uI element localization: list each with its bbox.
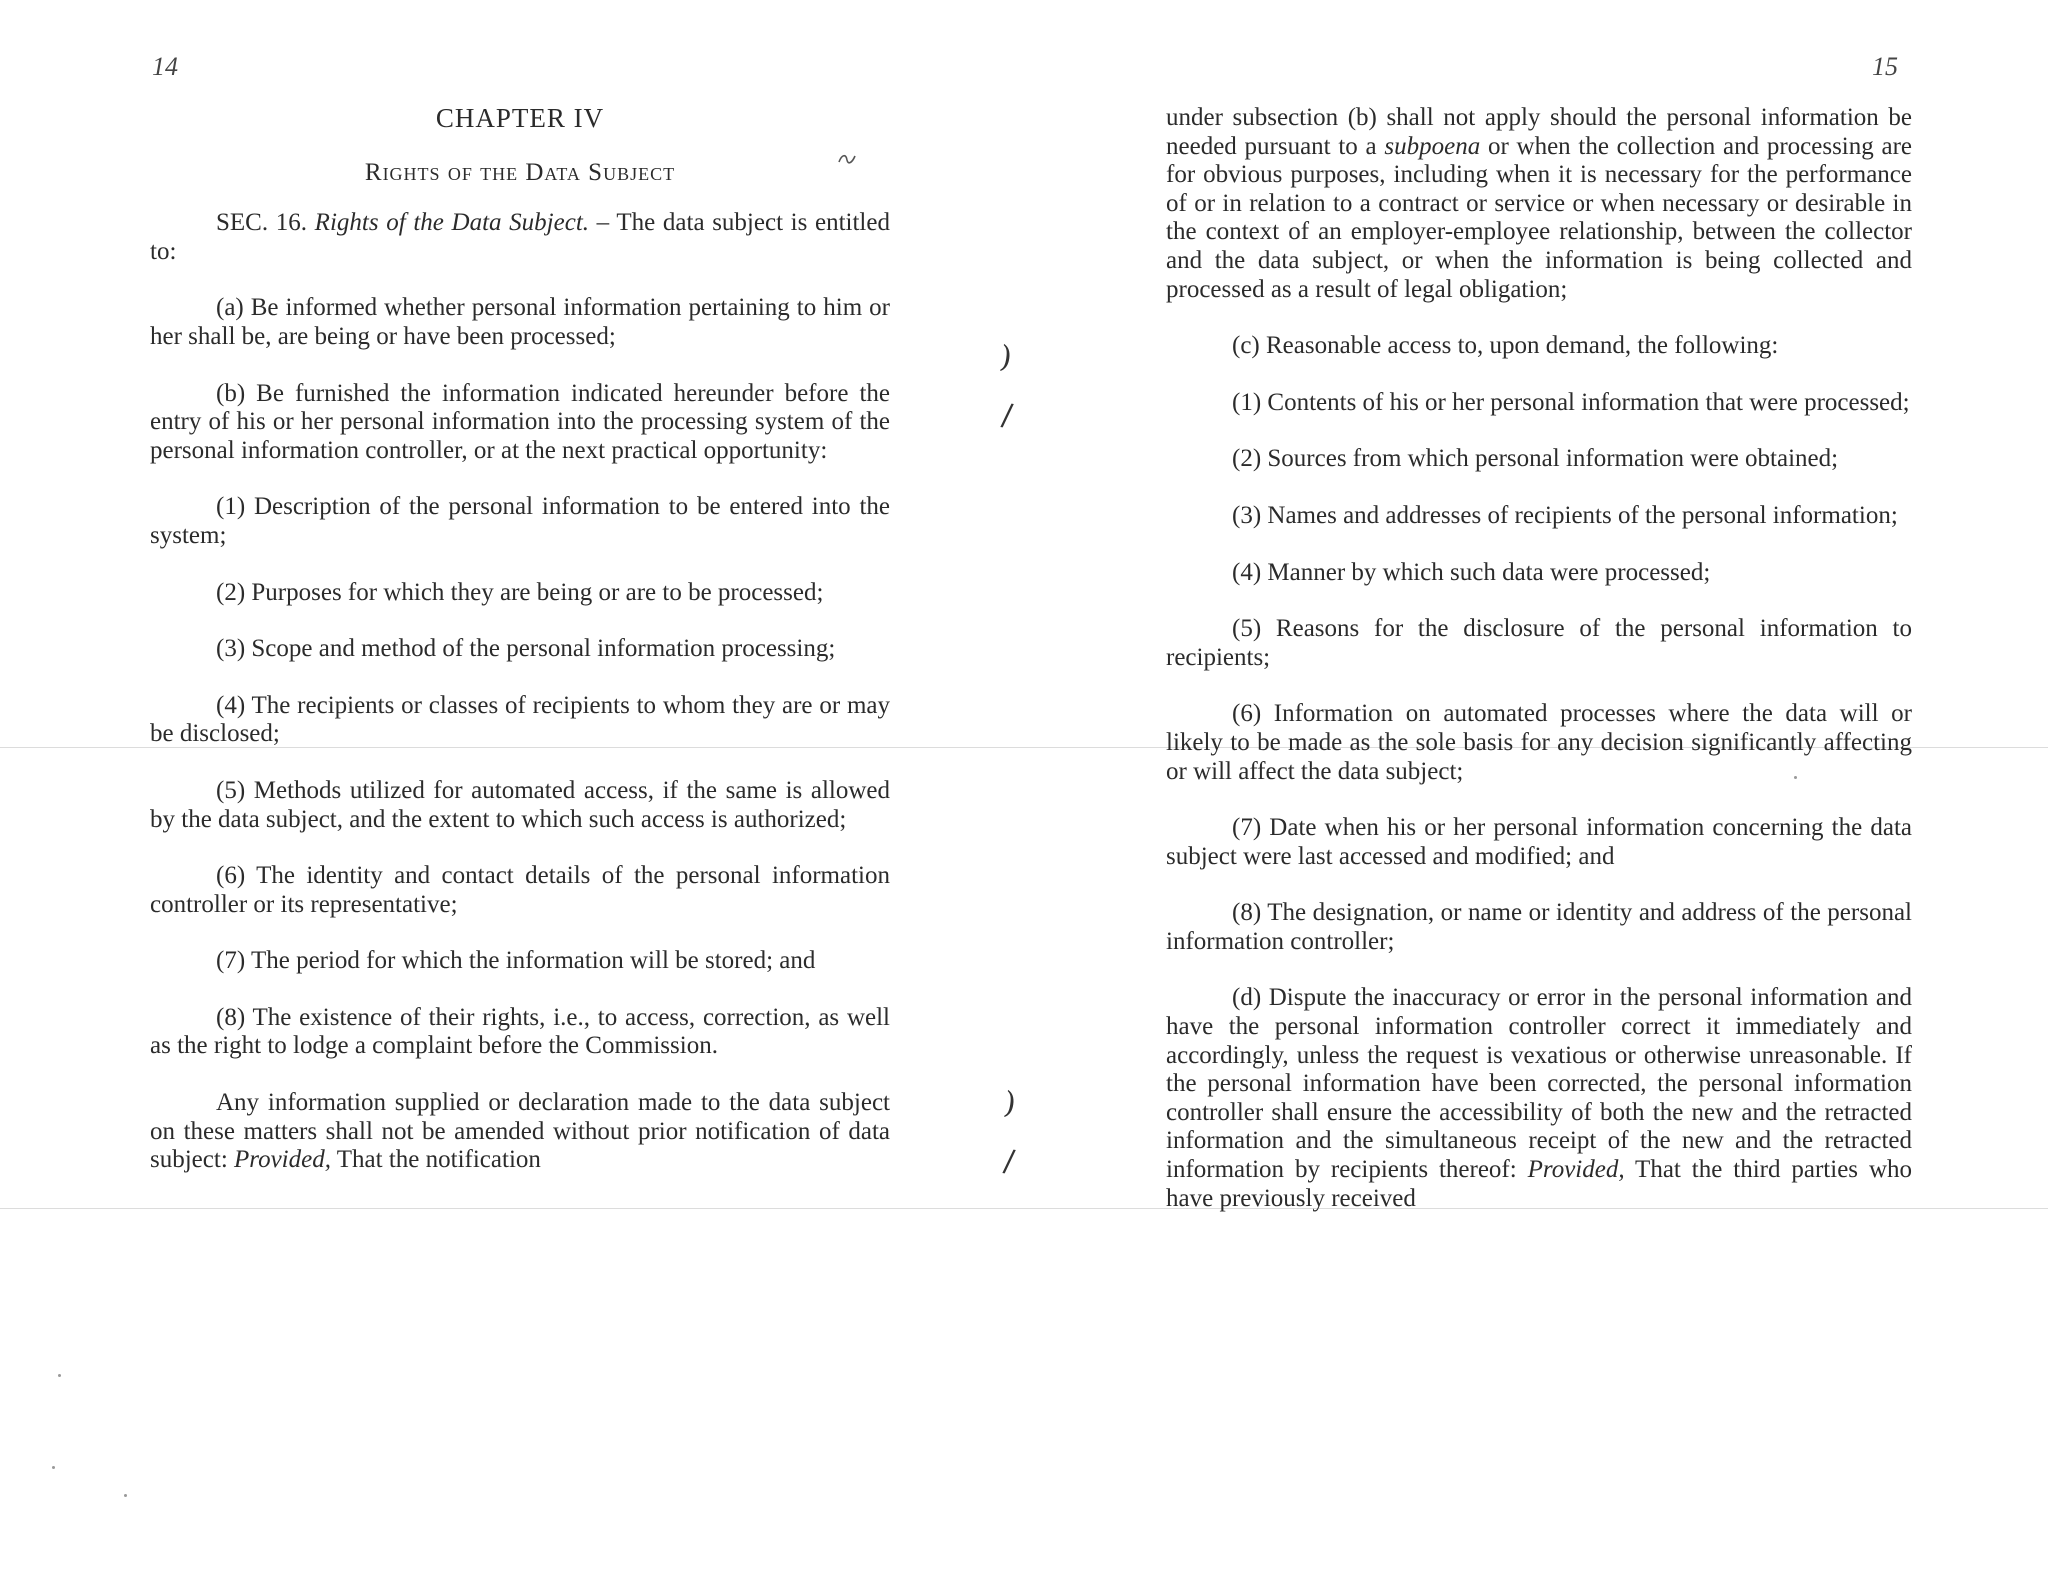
paragraph-c5: (5) Reasons for the disclosure of the personal information to recipients; — [1166, 615, 1912, 671]
paragraph-b: (b) Be furnished the information indicated hereunder before the entry of his or her personal information into the processing system of the personal information controller, or at the next practical opportunity: — [150, 379, 890, 464]
margin-scribble — [838, 152, 856, 166]
page-number: 15 — [1872, 52, 1898, 81]
paragraph-b7: (7) The period for which the information will be stored; and — [216, 947, 816, 975]
gutter-mark: / — [999, 397, 1015, 434]
scan-speck — [124, 1494, 127, 1497]
paragraph-notification — [150, 1089, 890, 1175]
paragraph-b6: (6) The identity and contact details of the personal information controller or its representative; — [150, 862, 890, 918]
paragraph-d — [1166, 984, 1912, 1213]
continuation-text-end: or when the collection and processing are for obvious purposes, including when it is necessary for the performance of or in relation to a contract or service or when necessary or desirable in the context of an employer-employee relationship, between the collector and the data subject, or when the information is being collected and processed as a result of legal obligation; — [1166, 132, 1913, 303]
continuation-text-start: under subsection (b) shall not apply should the personal information be needed pursuant to a — [1166, 104, 1912, 160]
chapter-title: CHAPTER IV — [435, 103, 605, 133]
notification-text-start: Any information supplied or declaration made to the data subject on these matters shall not be amended without prior notification of data subject: — [150, 1089, 890, 1174]
paragraph-b4: (4) The recipients or classes of recipients to whom they are or may be disclosed; — [150, 691, 890, 748]
right-page — [1024, 0, 2048, 1582]
paragraph-b5: (5) Methods utilized for automated access, if the same is allowed by the data subject, and the extent to which such access is authorized; — [150, 776, 890, 833]
right-column-text — [1166, 104, 1912, 1241]
notification-proviso: Provided, — [234, 1146, 331, 1174]
paragraph-a: (a) Be informed whether personal information pertaining to him or her shall be, are being or have been processed; — [150, 294, 890, 350]
paragraph-d-text-end: That the third parties who have previously received — [1166, 1156, 1912, 1212]
paragraph-c2: (2) Sources from which personal information were obtained; — [1232, 445, 1839, 473]
paragraph-b1: (1) Description of the personal information to be entered into the system; — [150, 493, 890, 549]
section-title: Rights of the Data Subject. — [314, 209, 590, 237]
gutter-mark: ) — [1001, 1085, 1019, 1122]
paragraph-c8: (8) The designation, or name or identity and address of the personal information controller; — [1166, 899, 1912, 955]
paragraph-c3: (3) Names and addresses of recipients of the personal information; — [1232, 501, 1898, 529]
paragraph-c7: (7) Date when his or her personal information concerning the data subject were last accessed and modified; and — [1166, 814, 1912, 870]
gutter-mark: / — [1001, 1143, 1017, 1180]
paragraph-c1: (1) Contents of his or her personal information that were processed; — [1232, 388, 1910, 416]
section-heading: Rights of the Data Subject — [364, 158, 676, 186]
paragraph-b3: (3) Scope and method of the personal information processing; — [216, 635, 836, 663]
paragraph-b2: (2) Purposes for which they are being or are to be processed; — [216, 578, 824, 606]
section-number: SEC. 16. — [216, 209, 315, 237]
scan-speck — [52, 1466, 55, 1469]
scan-speck — [58, 1374, 61, 1377]
scan-speck — [1794, 776, 1797, 779]
paragraph-continuation — [1166, 104, 1912, 304]
gutter-mark: ) — [997, 339, 1015, 376]
subpoena-term: subpoena — [1384, 132, 1481, 160]
paragraph-c: (c) Reasonable access to, upon demand, the following: — [1232, 332, 1779, 360]
paragraph-c6: (6) Information on automated processes where the data will or likely to be made as the sole basis for any decision significantly affecting or will affect the data subject; — [1166, 700, 1912, 785]
left-column-text — [150, 104, 890, 1203]
notification-text-end: That the notification — [330, 1146, 541, 1174]
paragraph-d-text-start: (d) Dispute the inaccuracy or error in the personal information and have the personal information controller correct it immediately and accordingly, unless the request is vexatious or otherwise unreasonable. If the personal information have been corrected, the personal information controller shall ensure the accessibility of both the new and the retracted information and the simultaneous receipt of the new and the retracted information by recipients thereof: — [1166, 984, 1912, 1184]
paragraph-b8: (8) The existence of their rights, i.e., to access, correction, as well as the right to lodge a complaint before the Commission. — [150, 1003, 890, 1060]
page-number: 14 — [152, 52, 178, 81]
paragraph-c4: (4) Manner by which such data were processed; — [1232, 558, 1711, 586]
section-intro — [150, 209, 890, 266]
section-intro-text: – The data subject is entitled to: — [150, 209, 890, 265]
paragraph-d-proviso: Provided, — [1527, 1156, 1625, 1184]
